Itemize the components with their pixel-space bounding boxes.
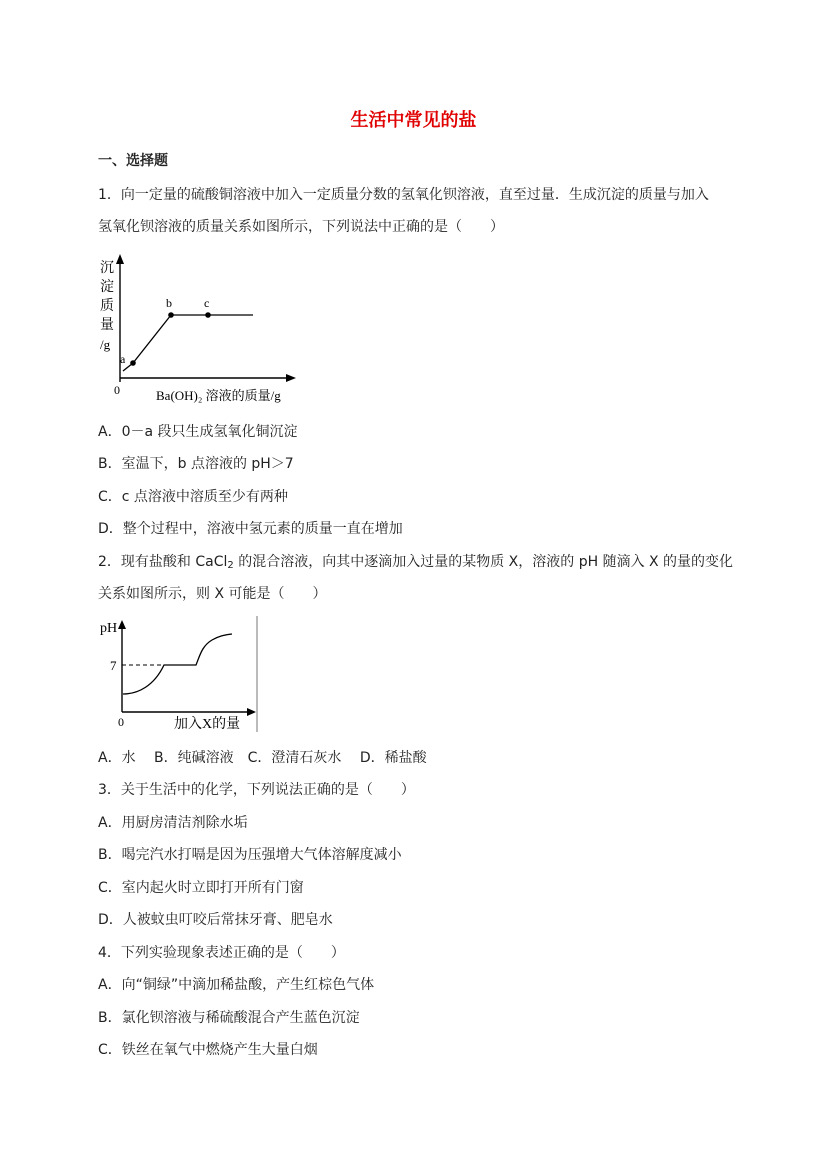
q2-ph-graph xyxy=(96,614,266,734)
q1-label-b: b xyxy=(166,296,172,310)
q4-option-a: A．向“铜绿”中滴加稀盐酸，产生红棕色气体 xyxy=(98,977,375,993)
q1-option-d: D．整个过程中，溶液中氢元素的质量一直在增加 xyxy=(98,521,403,537)
section-heading: 一、选择题 xyxy=(98,153,168,169)
q4-option-b: B．氯化钡溶液与稀硫酸混合产生蓝色沉淀 xyxy=(98,1010,360,1026)
q4-option-c: C．铁丝在氧气中燃烧产生大量白烟 xyxy=(98,1042,318,1058)
q4-stem: 4．下列实验现象表述正确的是（ ） xyxy=(98,945,345,961)
q1-point-a xyxy=(130,360,136,366)
q1-label-c: c xyxy=(204,296,210,310)
q1-xlabel: Ba(OH)₂ 溶液的质量/g xyxy=(156,388,281,403)
q2-xlabel: 加入X的量 xyxy=(174,717,241,732)
q1-option-c: C．c 点溶液中溶质至少有两种 xyxy=(98,489,288,505)
q3-stem: 3．关于生活中的化学，下列说法正确的是（ ） xyxy=(98,782,415,798)
q1-ylabel-unit: /g xyxy=(100,337,111,352)
q1-precipitate-graph xyxy=(96,252,306,404)
q2-ylabel: pH xyxy=(100,621,118,636)
q3-option-d: D．人被蚊虫叮咬后常抹牙膏、肥皂水 xyxy=(98,912,333,928)
q2-stem-line2: 关系如图所示，则 X 可能是（ ） xyxy=(98,586,327,602)
q1-stem-line2: 氢氧化钡溶液的质量关系如图所示，下列说法中正确的是（ ） xyxy=(98,219,504,235)
q1-ylabel-char: 淀 xyxy=(100,280,114,295)
q2-stem-line1: 2．现有盐酸和 CaCl$_2$ 的混合溶液，向其中逐滴加入过量的某物质 X，溶液的 pH 随滴入 X 的量的变化 xyxy=(98,554,734,571)
q3-option-b: B．喝完汽水打嗝是因为压强增大气体溶解度减小 xyxy=(98,847,402,863)
q1-origin: 0 xyxy=(114,383,120,397)
q2-tick-7: 7 xyxy=(110,658,117,673)
q1-label-a: a xyxy=(120,352,126,366)
q1-curve xyxy=(123,315,253,371)
q1-stem-line1: 1．向一定量的硫酸铜溶液中加入一定质量分数的氢氧化钡溶液，直至过量．生成沉淀的质量与加入 xyxy=(98,187,709,203)
q1-point-b xyxy=(168,312,174,318)
q1-option-a: A．0－a 段只生成氢氧化铜沉淀 xyxy=(98,424,298,440)
q1-ylabel-char: 沉 xyxy=(100,261,114,276)
q1-point-c xyxy=(205,312,211,318)
q1-ylabel-char: 质 xyxy=(100,299,114,314)
q2-options: A．水 B．纯碱溶液 C．澄清石灰水 D．稀盐酸 xyxy=(98,750,427,766)
q2-curve xyxy=(123,634,232,694)
q1-option-b: B．室温下，b 点溶液的 pH＞7 xyxy=(98,456,294,472)
q3-option-c: C．室内起火时立即打开所有门窗 xyxy=(98,880,304,896)
q1-ylabel-char: 量 xyxy=(100,318,114,333)
q3-option-a: A．用厨房清洁剂除水垢 xyxy=(98,815,248,831)
q2-origin: 0 xyxy=(118,715,124,729)
page-title: 生活中常见的盐 xyxy=(350,110,477,131)
